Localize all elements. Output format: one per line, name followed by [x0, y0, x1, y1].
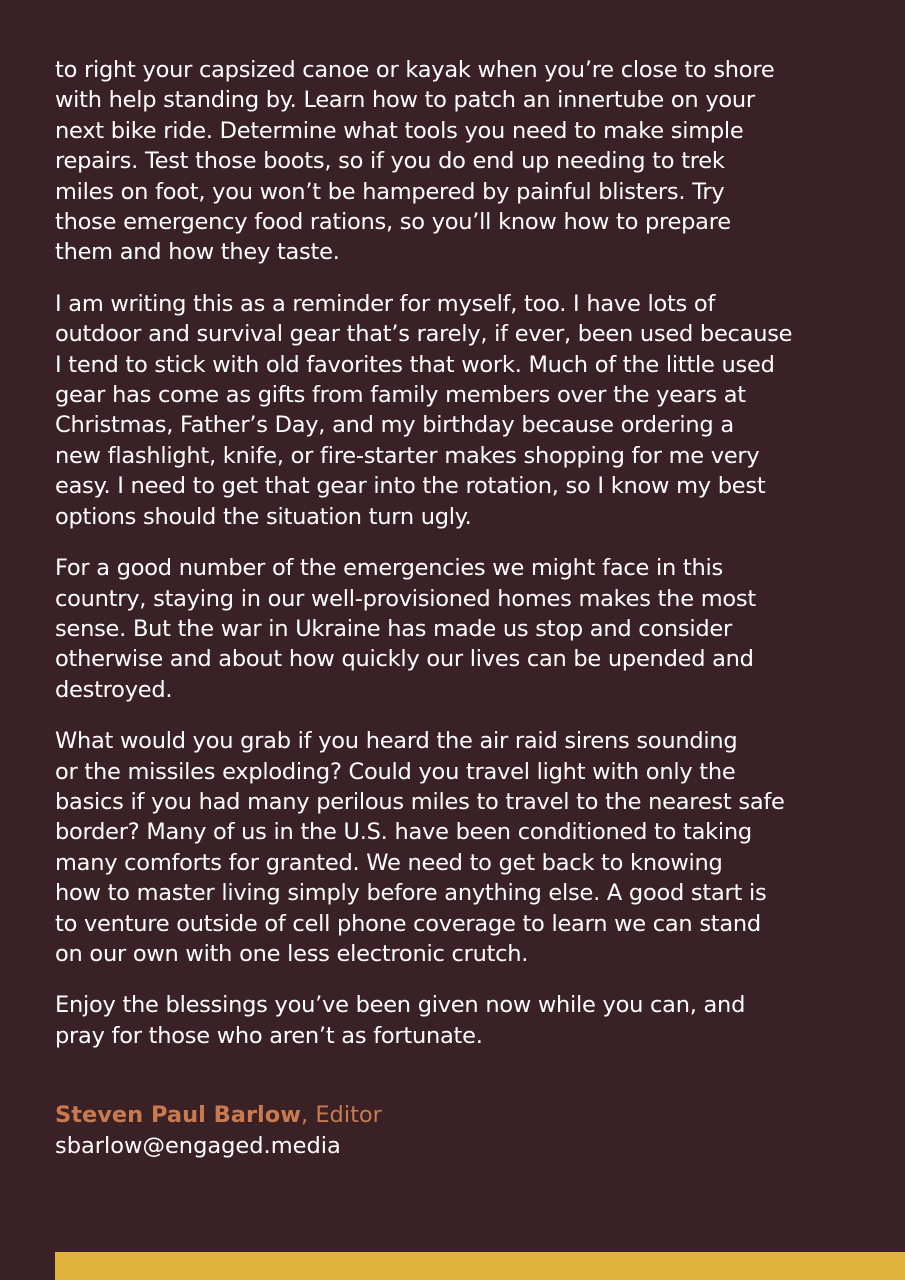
paragraph-1: to right your capsized canoe or kayak when you’re close to shore with help standing by. Learn how to patch an innertube on your next bike ride. Determine what tools you need to make simple repairs. Test those boots, so if you do end up needing to trek miles on foot, you won’t be hampered by painful blisters. Try those emergency food rations, so you’ll know how to prepare them and how they taste. [55, 57, 775, 266]
paragraph-4: What would you grab if you heard the air raid sirens sounding or the missiles exploding? Could you travel light with only the basics if you had many perilous miles to travel to the nearest safe border? Many of us in the U.S. have been conditioned to taking many comforts for granted. We need to get back to knowing how to master living simply before anything else. A good start is to venture outside of cell phone coverage to learn we can stand on our own with one less electronic crutch. [55, 728, 785, 967]
author-email[interactable]: sbarlow@engaged.media [55, 1133, 341, 1159]
author-name: Steven Paul Barlow [55, 1102, 302, 1128]
paragraph-2: I am writing this as a reminder for myself, too. I have lots of outdoor and survival gear that’s rarely, if ever, been used because I tend to stick with old favorites that work. Much of the little used gear has come as gifts from family members over the years at Christmas, Father’s Day, and my birthday because ordering a new flashlight, knife, or fire-starter makes shopping for me very easy. I need to get that gear into the rotation, so I know my best options should the situation turn ugly. [55, 290, 793, 530]
author-role: , Editor [301, 1102, 382, 1128]
footer-accent-bar [55, 1252, 905, 1280]
author-signature [55, 1100, 382, 1162]
paragraph-5: Enjoy the blessings you’ve been given now while you can, and pray for those who aren’t as fortunate. [55, 992, 746, 1049]
article-body [55, 55, 855, 1072]
paragraph-3: For a good number of the emergencies we might face in this country, staying in our well-provisioned homes makes the most sense. But the war in Ukraine has made us stop and consider otherwise and about how quickly our lives can be upended and destroyed. [55, 555, 756, 703]
